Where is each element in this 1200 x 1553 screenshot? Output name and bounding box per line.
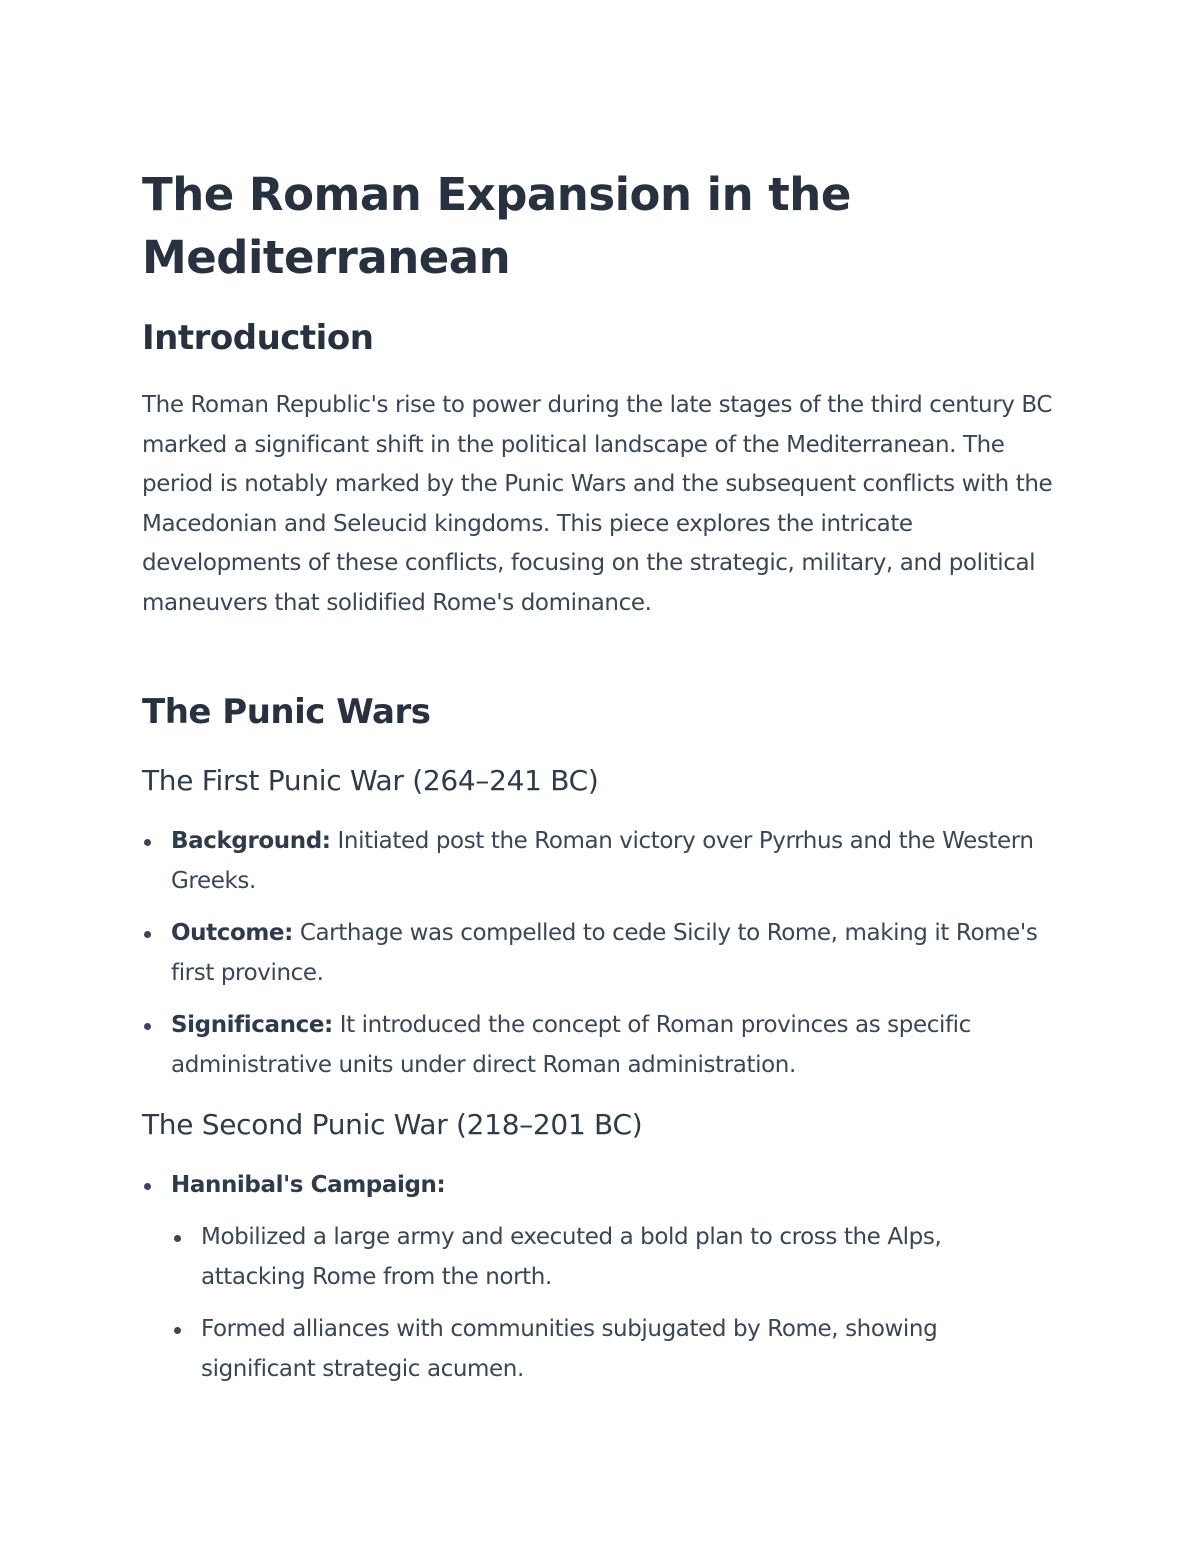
sub-item-text: Mobilized a large army and executed a bold plan to cross the Alps, attacking Rome from the north. bbox=[201, 1224, 942, 1290]
item-text: It introduced the concept of Roman provinces as specific administrative units under direct Roman administration. bbox=[171, 1012, 971, 1078]
item-label: Hannibal's Campaign: bbox=[171, 1172, 446, 1198]
bullet-icon bbox=[144, 839, 151, 846]
bullet-icon bbox=[144, 1023, 151, 1030]
introduction-heading: Introduction bbox=[142, 318, 374, 358]
document-title: The Roman Expansion in the Mediterranean bbox=[142, 168, 851, 284]
list-item bbox=[142, 1006, 1062, 1085]
item-label: Outcome: bbox=[171, 920, 293, 947]
list-item bbox=[142, 1166, 1062, 1206]
list-item bbox=[142, 822, 1062, 901]
item-text: Carthage was compelled to cede Sicily to Rome, making it Rome's first province. bbox=[171, 920, 1038, 986]
second-punic-war-heading: The Second Punic War (218–201 BC) bbox=[142, 1108, 643, 1141]
item-label: Significance: bbox=[171, 1012, 333, 1039]
second-punic-war-list bbox=[142, 1166, 1062, 1206]
sub-list-item bbox=[171, 1218, 1051, 1297]
item-label: Background: bbox=[171, 828, 331, 854]
punic-wars-heading: The Punic Wars bbox=[142, 692, 431, 732]
first-punic-war-list bbox=[142, 822, 1062, 1086]
hannibal-campaign-sublist bbox=[171, 1218, 1051, 1389]
bullet-icon bbox=[174, 1235, 181, 1242]
bullet-icon bbox=[174, 1327, 181, 1334]
bullet-icon bbox=[144, 1183, 151, 1190]
introduction-paragraph: The Roman Republic's rise to power during the late stages of the third century BC marked a significant shift in the political landscape of the Mediterranean. The period is notably marked by the Punic Wars and the subsequent conflicts with the Macedonian and Seleucid kingdoms. This piece explores the intricate developments of these conflicts, focusing on the strategic, military, and political maneuvers that solidified Rome's dominance. bbox=[142, 392, 1053, 616]
item-text: Initiated post the Roman victory over Pyrrhus and the Western Greeks. bbox=[171, 828, 1034, 894]
first-punic-war-heading: The First Punic War (264–241 BC) bbox=[142, 764, 599, 797]
sub-list-item bbox=[171, 1310, 1051, 1389]
list-item bbox=[142, 914, 1062, 993]
sub-item-text: Formed alliances with communities subjugated by Rome, showing significant strategic acumen. bbox=[201, 1316, 938, 1382]
bullet-icon bbox=[144, 931, 151, 938]
